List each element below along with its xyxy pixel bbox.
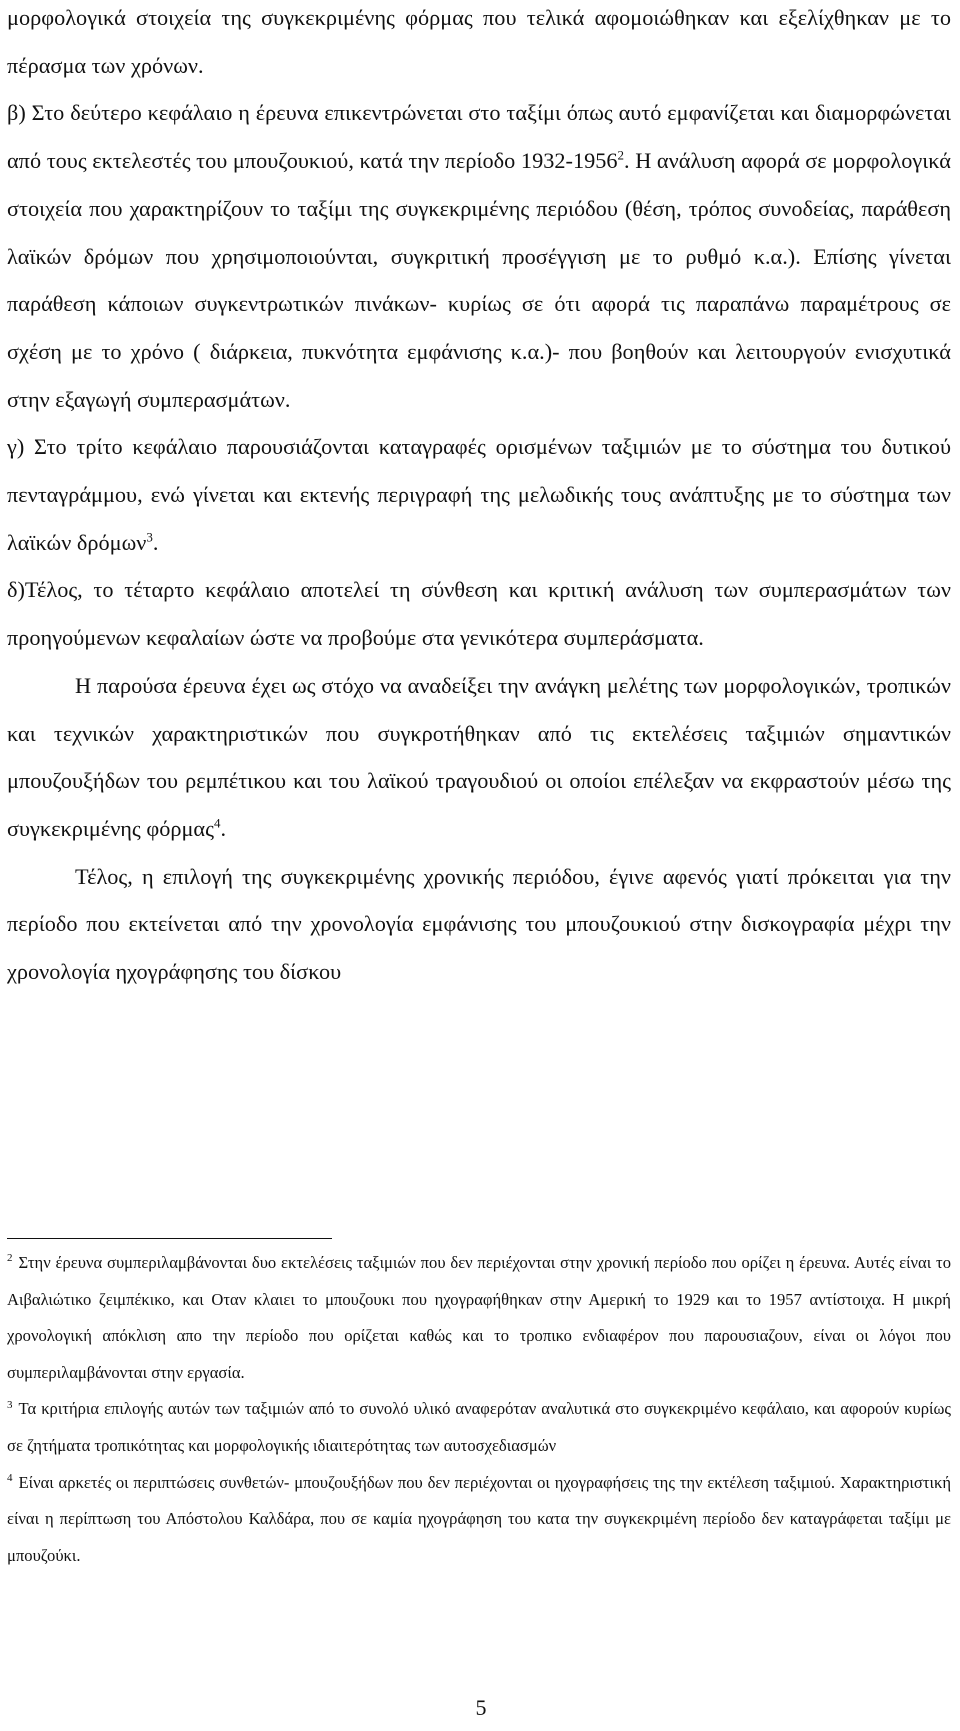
- body-text: [7, 0, 951, 996]
- footnote-number: 3: [7, 1398, 13, 1411]
- footnote-4: [7, 1465, 951, 1575]
- footnote-separator: [7, 1238, 332, 1239]
- paragraph-5-text-a: Η παρούσα έρευνα έχει ως στόχο να αναδείξει την ανάγκη μελέτης των μορφολογικών, τροπικών και τεχνικών χαρακτηριστικών που συγκροτήθηκαν από τις εκτελέσεις ταξιμιών σημαντικών μπουζουξήδων του ρεμπέτικου και του λαϊκού τραγουδιού οι οποίοι επέλεξαν να εκφραστούν μέσω της συγκεκριμένης φόρμας: [7, 672, 951, 841]
- paragraph-3-text-a: γ) Στο τρίτο κεφάλαιο παρουσιάζονται καταγραφές ορισμένων ταξιμιών με το σύστημα του δυτικού πενταγράμμου, ενώ γίνεται και εκτενής περιγραφή της μελωδικής τους ανάπτυξης με το σύστημα των λαϊκών δρόμων: [7, 434, 951, 555]
- footnote-number: 2: [7, 1252, 13, 1265]
- paragraph-6: [7, 853, 951, 996]
- footnote-ref-2[interactable]: 2: [617, 147, 625, 163]
- paragraph-5: [7, 662, 951, 853]
- footnote-ref-3[interactable]: 3: [146, 529, 153, 545]
- footnote-ref-4[interactable]: 4: [213, 815, 221, 831]
- paragraph-3: [7, 423, 951, 566]
- paragraph-2: [7, 89, 951, 423]
- paragraph-6-text: Τέλος, η επιλογή της συγκεκριμένης χρονικής περιόδου, έγινε αφενός γιατί πρόκειται για την περίοδο που εκτείνεται από την χρονολογία εμφάνισης του μπουζουκιού στην δισκογραφία μέχρι την χρονολογία ηχογράφησης του δίσκου: [7, 863, 951, 985]
- paragraph-2-text-b: . Η ανάλυση αφορά σε μορφολογικά στοιχεία που χαρακτηρίζουν το ταξίμι της συγκεκριμένης περιόδου (θέση, τρόπος συνοδείας, παράθεση λαϊκών δρόμων που χρησιμοποιούνται, συγκριτική προσέγγιση με το ρυθμό κ.α.). Επίσης γίνεται παράθεση κάποιων συγκεντρωτικών πινάκων- κυρίως σε ότι αφορά τις παραπάνω παραμέτρους σε σχέση με το χρόνο ( διάρκεια, πυκνότητα εμφάνισης κ.α.)- που βοηθούν και λειτουργούν ενισχυτικά στην εξαγωγή συμπερασμάτων.: [7, 148, 951, 412]
- page-number: 5: [475, 1695, 487, 1720]
- paragraph-4-text: δ)Τέλος, το τέταρτο κεφάλαιο αποτελεί τη σύνθεση και κριτική ανάλυση των συμπερασμάτων των προηγούμενων κεφαλαίων ώστε να προβούμε στα γενικότερα συμπεράσματα.: [7, 577, 951, 651]
- paragraph-5-text-b: .: [220, 815, 227, 841]
- footnotes: [7, 1245, 951, 1574]
- footnote-text: Είναι αρκετές οι περιπτώσεις συνθετών- μπουζουξήδων που δεν περιέχονται οι ηχογραφήσεις της την εκτέλεση ταξιμιού. Χαρακτηριστική είναι η περίπτωση του Απόστολου Καλδάρα, που σε καμία ηχογράφηση του κατα την συγκεκριμένη περίοδο δεν καταγράφεται ταξίμι με μπουζούκι.: [7, 1472, 951, 1565]
- footnote-number: 4: [7, 1472, 13, 1485]
- footnote-text: Στην έρευνα συμπεριλαμβάνονται δυο εκτελέσεις ταξιμιών που δεν περιέχονται στην χρονική περίοδο που ορίζει η έρευνα. Αυτές είναι το Αιβαλιώτικο ζειμπέκικο, και Οταν κλαιει το μπουζουκι που ηχογραφήθηκαν στην Αμερική το 1929 και το 1957 αντίστοιχα. Η μικρή χρονολογική απόκλιση απο την περίοδο που ορίζεται καθώς και το τροπικο ενδιαφέρον που παρουσιαζουν, είναι οι λόγοι που συμπεριλαμβάνονται στην εργασία.: [7, 1253, 951, 1382]
- paragraph-4: [7, 566, 951, 661]
- footnote-text: Τα κριτήρια επιλογής αυτών των ταξιμιών από το συνολό υλικό αναφερόταν αναλυτικά στο συγκεκριμένο κεφάλαιο, και αφορούν κυρίως σε ζητήματα τροπικότητας και μορφολογικής ιδιαιτερότητας των αυτοσχεδιασμών: [7, 1399, 951, 1455]
- footnote-2: [7, 1245, 951, 1391]
- paragraph-3-text-b: .: [152, 529, 159, 555]
- paragraph-1: [7, 0, 951, 89]
- paragraph-2-text-a: β) Στο δεύτερο κεφάλαιο η έρευνα επικεντρώνεται στο ταξίμι όπως αυτό εμφανίζεται και διαμορφώνεται από τους εκτελεστές του μπουζουκιού, κατά την περίοδο 1932-1956: [7, 100, 951, 174]
- footnote-3: [7, 1391, 951, 1464]
- paragraph-1-text: μορφολογικά στοιχεία της συγκεκριμένης φόρμας που τελικά αφομοιώθηκαν και εξελίχθηκαν με το πέρασμα των χρόνων.: [7, 5, 951, 78]
